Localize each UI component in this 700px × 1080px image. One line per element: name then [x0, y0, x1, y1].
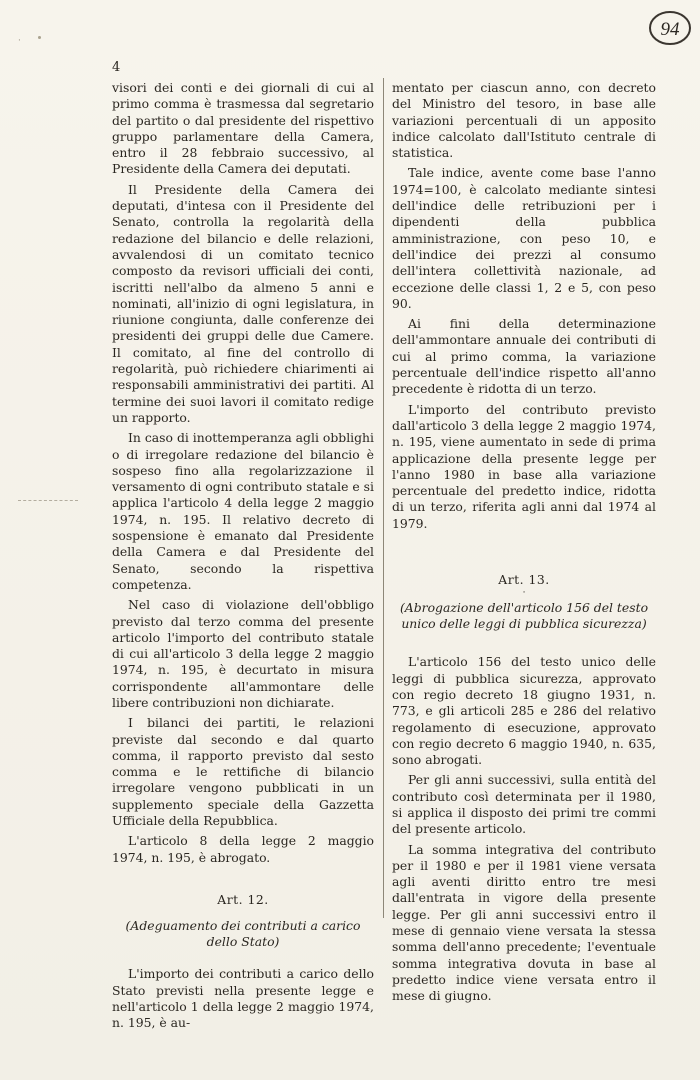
scan-dash-mark [18, 500, 78, 503]
article-13-title: Art. 13. [498, 572, 550, 588]
left-paragraph-2: Il Presidente della Camera dei deputati, d'intesa con il Presidente del Senato, controlla la regolarità della redazione del bilancio e delle relazioni, avvalendosi di un comitato tecnico composto da revisori ufficiali dei conti, iscritti nell'albo da almeno 5 anni e nominati, all'inizio di ogni legislatura, in riunione congiunta, dalle conferenze dei presidenti dei gruppi delle due Camere. Il comitato, al fine del controllo di regolarità, può richiedere chiarimenti ai responsabili amministrativi dei partiti. Al termine dei suoi lavori il comitato redige un rapporto. [112, 181, 374, 425]
page-stamp-text: 94 [660, 19, 680, 40]
article-13-separator: · [522, 588, 526, 599]
right-paragraph-1: mentato per ciascun anno, con decreto del Ministro del tesoro, in base alle variazioni percentuali di un apposito indice calcolato dall'Istituto centrale di statistica. [392, 80, 656, 161]
scan-dot [38, 36, 41, 39]
right-paragraph-4: L'importo del contributo previsto dall'articolo 3 della legge 2 maggio 1974, n. 195, viene aumentato in sede di prima applicazione della presente legge per l'anno 1980 in base alla variazione percentuale del predetto indice, ridotta di un terzo, riferita agli anni dal 1974 al 1979. [392, 401, 656, 531]
page-number: 4 [112, 60, 121, 75]
article-13-paragraph-3: La somma integrativa del contributo per il 1980 e per il 1981 viene versata agli aventi diritto entro tre mesi dall'entrata in vigore della presente legge. Per gli anni successivi entro il mese di gennaio viene versata la stessa somma dell'anno precedente; l'eventuale somma integrativa dovuta in base al predetto indice viene versata entro il mese di giugno. [392, 841, 656, 1004]
right-column [392, 80, 656, 1009]
article-13-paragraph-2: Per gli anni successivi, sulla entità del contributo così determinata per il 1980, si applica il disposto dei primi tre commi del presente articolo. [392, 772, 656, 837]
left-paragraph-3: In caso di inottemperanza agli obblighi o di irregolare redazione del bilancio è sospeso fino alla regolarizzazione il versamento di ogni contributo statale e si applica l'articolo 4 della legge 2 maggio 1974, n. 195. Il relativo decreto di sospensione è emanato dal Presidente della Camera e dal Presidente del Senato, secondo la rispettiva competenza. [112, 430, 375, 592]
column-divider [383, 78, 384, 918]
left-paragraph-5: I bilanci dei partiti, le relazioni previste dal secondo e dal quarto comma, il rapporto previsto dal sesto comma e le rettifiche di bilancio irregolare vengono pubblicati in un supplemento speciale della Gazzetta Ufficiale della Repubblica. [112, 715, 374, 829]
left-paragraph-1: visori dei conti e dei giornali di cui al primo comma è trasmessa dal segretario del partito o dal presidente del rispettivo gruppo parlamentare della Camera, entro il 28 febbraio successivo, al Presidente della Camera dei deputati. [112, 80, 374, 177]
scan-mark: · [18, 36, 21, 46]
right-paragraph-3: Ai fini della determinazione dell'ammontare annuale dei contributi di cui al primo comma, la variazione percentuale dell'indice rispetto all'anno precedente è ridotta di un terzo. [392, 316, 656, 397]
article-13-subtitle: (Abrogazione dell'articolo 156 del testo unico delle leggi di pubblica sicurezza) [399, 600, 649, 632]
page-stamp [645, 8, 693, 48]
article-12-subtitle: (Adeguamento dei contributi a carico dello Stato) [125, 918, 361, 950]
article-12-title: Art. 12. [217, 891, 269, 907]
right-paragraph-2: Tale indice, avente come base l'anno 1974=100, è calcolato mediante sintesi dell'indice delle retribuzioni per i dipendenti della pubblica amministrazione, con peso 10, e dell'indice dei prezzi al consumo dell'intera collettività nazionale, ad eccezione delle classi 1, 2 e 5, con peso 90. [392, 165, 656, 311]
article-13-paragraph-1: L'articolo 156 del testo unico delle leggi di pubblica sicurezza, approvato con regio decreto 18 giugno 1931, n. 773, e gli articoli 285 e 286 del relativo regolamento di esecuzione, approvato con regio decreto 6 maggio 1940, n. 635, sono abrogati. [392, 654, 656, 768]
left-closing-paragraph: L'importo dei contributi a carico dello Stato previsti nella presente legge e nell'articolo 1 della legge 2 maggio 1974, n. 195, è au- [112, 966, 374, 1031]
left-paragraph-6: L'articolo 8 della legge 2 maggio 1974, n. 195, è abrogato. [112, 833, 374, 865]
left-paragraph-4: Nel caso di violazione dell'obbligo previsto dal terzo comma del presente articolo l'importo del contributo statale di cui all'articolo 3 della legge 2 maggio 1974, n. 195, è decurtato in misura corrispondente all'ammontare delle libere contribuzioni non dichiarate. [112, 597, 374, 710]
left-column [112, 80, 374, 1035]
